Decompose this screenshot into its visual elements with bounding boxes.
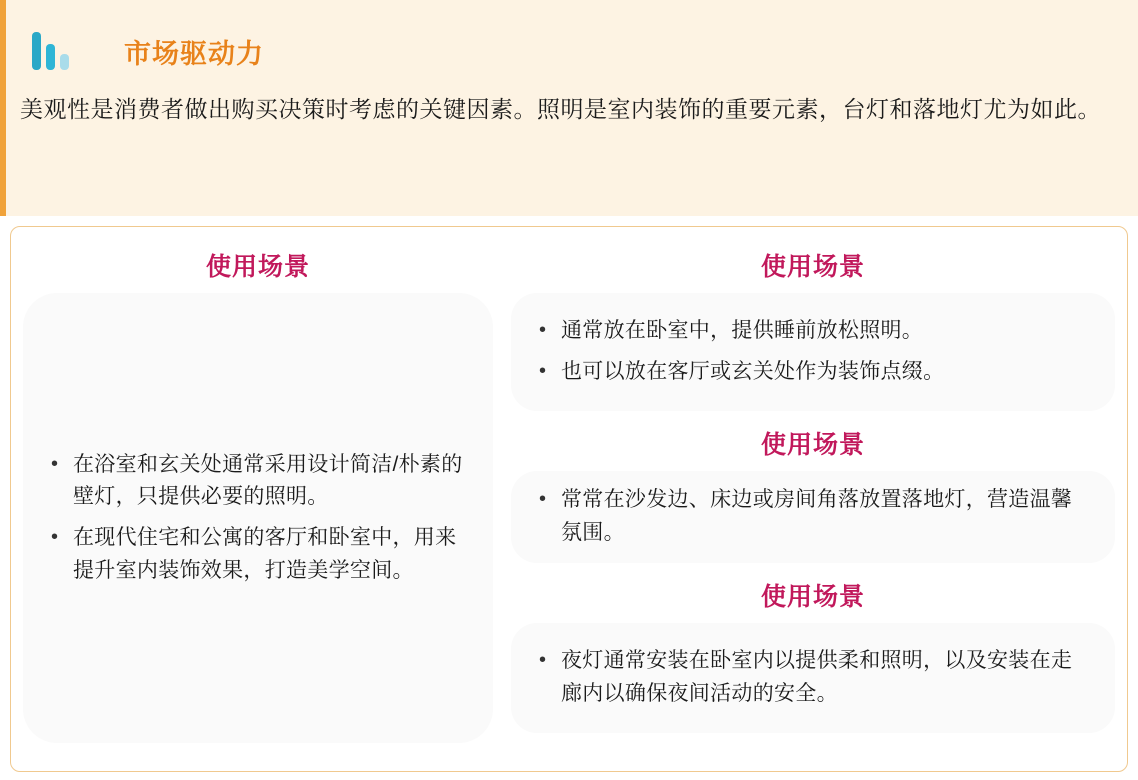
banner-paragraph: 美观性是消费者做出购买决策时考虑的关键因素。照明是室内装饰的重要元素，台灯和落地灯尤为如此。 xyxy=(20,96,1101,122)
usage-scenarios-card xyxy=(10,226,1128,772)
usage-columns xyxy=(11,227,1127,771)
list-item: • 在浴室和玄关处通常采用设计简洁/朴素的壁灯，只提供必要的照明。 xyxy=(45,449,471,514)
list-item: • 通常放在卧室中，提供睡前放松照明。 xyxy=(533,315,1093,348)
list-item: • 也可以放在客厅或玄关处作为装饰点缀。 xyxy=(533,356,1093,389)
usage-left-column xyxy=(23,235,493,761)
section-title: 使用场景 xyxy=(760,431,865,459)
usage-panel-left xyxy=(23,293,493,743)
section-title: 使用场景 xyxy=(760,583,865,611)
section-title: 使用场景 xyxy=(760,253,865,281)
market-drivers-banner xyxy=(0,0,1138,216)
bullet-list xyxy=(533,476,1093,557)
bullet-list xyxy=(533,637,1093,718)
banner-header xyxy=(14,18,1124,84)
usage-panel-3 xyxy=(511,623,1115,733)
banner-accent-bar xyxy=(0,0,6,216)
usage-panel-2 xyxy=(511,471,1115,563)
usage-right-column xyxy=(511,235,1115,761)
list-item: • 夜灯通常安装在卧室内以提供柔和照明，以及安装在走廊内以确保夜间活动的安全。 xyxy=(533,645,1093,710)
banner-title: 市场驱动力 xyxy=(124,38,264,69)
section-title: 使用场景 xyxy=(205,253,310,281)
list-item: • 常常在沙发边、床边或房间角落放置落地灯，营造温馨氛围。 xyxy=(533,484,1093,549)
bar-chart-icon xyxy=(32,32,84,70)
bullet-list xyxy=(533,307,1093,396)
bullet-list xyxy=(45,441,471,595)
list-item: • 在现代住宅和公寓的客厅和卧室中，用来提升室内装饰效果，打造美学空间。 xyxy=(45,522,471,587)
usage-panel-1 xyxy=(511,293,1115,411)
